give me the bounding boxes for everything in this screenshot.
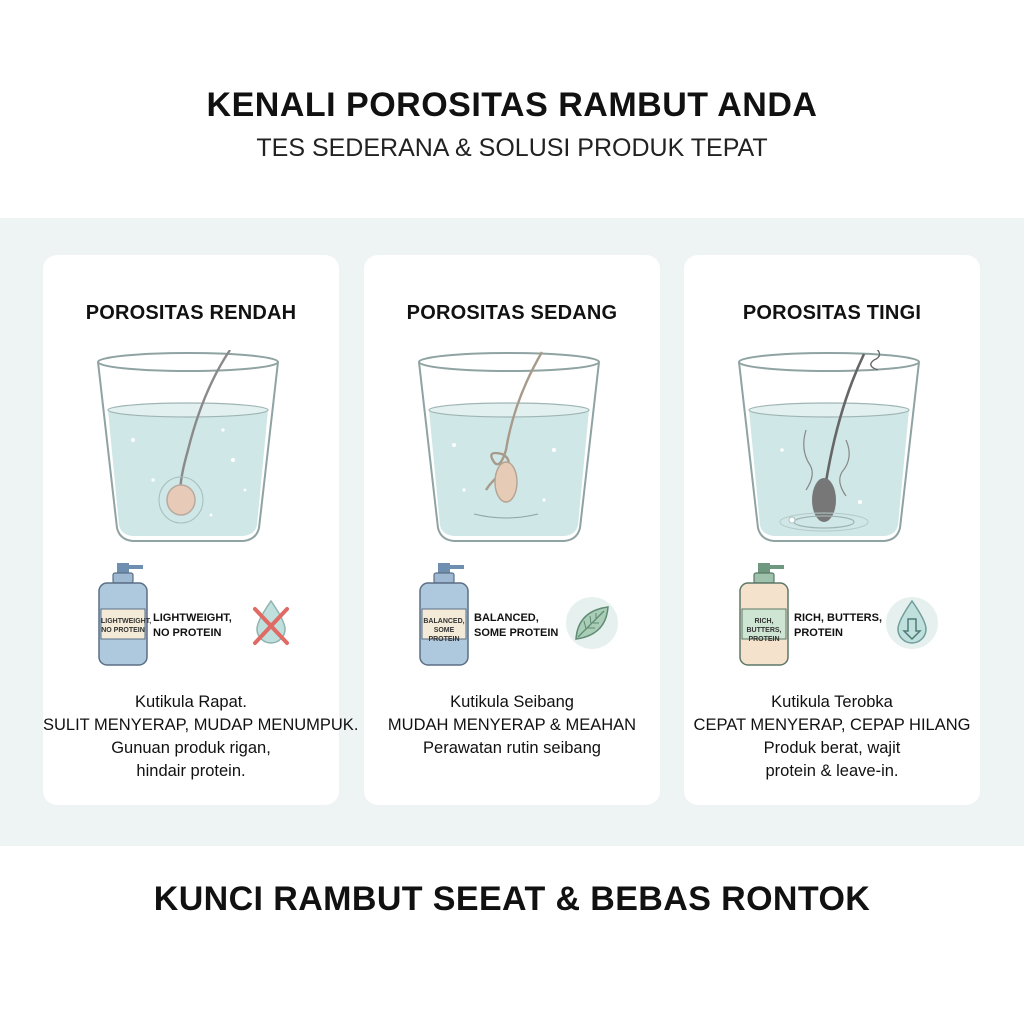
desc-line: Kutikula Terobka xyxy=(771,693,893,711)
page-subtitle: TES SEDERANA & SOLUSI PRODUK TEPAT xyxy=(256,134,768,162)
beaker-float-illustration xyxy=(93,350,283,545)
desc-line: Perawatan rutin seibang xyxy=(423,739,601,757)
card-medium-porosity xyxy=(364,255,660,805)
desc-line: CEPAT MENYERAP, CEPAP HILANG xyxy=(693,716,971,734)
desc-line: Produk berat, wajit xyxy=(763,739,901,757)
card-description xyxy=(43,691,359,783)
beaker-midway-illustration xyxy=(414,350,604,545)
water-drop-crossed-icon xyxy=(243,595,299,651)
desc-line: hindair protein. xyxy=(136,762,246,780)
footer xyxy=(0,846,1024,1024)
shampoo-bottle-icon xyxy=(93,563,153,667)
desc-line: Kutikula Rapat. xyxy=(135,693,247,711)
beaker-sink-illustration xyxy=(734,350,924,545)
desc-line: protein & leave-in. xyxy=(765,762,899,780)
footer-slogan: KUNCI RAMBUT SEEAT & BEBAS RONTOK xyxy=(153,880,871,918)
leaf-icon xyxy=(564,595,620,651)
product-line-2: NO PROTEIN xyxy=(153,627,222,639)
product-line-2: SOME PROTEIN xyxy=(474,627,559,639)
card-title: POROSITAS TINGI xyxy=(742,302,922,324)
product-line-1: RICH, BUTTERS, xyxy=(794,612,882,624)
product-line-1: BALANCED, xyxy=(474,612,539,624)
product-line-2: PROTEIN xyxy=(794,627,843,639)
card-low-porosity xyxy=(43,255,359,805)
card-title: POROSITAS SEDANG xyxy=(406,302,618,324)
shampoo-bottle-icon xyxy=(414,563,474,667)
bottle-label: LIGHTWEIGHT, NO PROTEIN xyxy=(101,618,152,634)
bottle-label: BALANCED, SOME PROTEIN xyxy=(423,618,465,643)
water-drop-arrow-icon xyxy=(884,595,940,651)
card-title: POROSITAS RENDAH xyxy=(85,302,297,324)
page-title: KENALI POROSITAS RAMBUT ANDA xyxy=(206,86,818,124)
card-description xyxy=(364,691,660,760)
bottle-label: RICH, BUTTERS, PROTEIN xyxy=(746,618,782,643)
desc-line: MUDAH MENYERAP & MEAHAN xyxy=(387,716,637,734)
card-high-porosity xyxy=(684,255,980,805)
lotion-bottle-icon xyxy=(734,563,794,667)
desc-line: Kutikula Seibang xyxy=(450,693,574,711)
desc-line: Gunuan produk rigan, xyxy=(111,739,271,757)
product-line-1: LIGHTWEIGHT, xyxy=(153,612,232,624)
card-description xyxy=(684,691,980,783)
desc-line: SULIT MENYERAP, MUDAP MENUMPUK. xyxy=(43,716,359,734)
